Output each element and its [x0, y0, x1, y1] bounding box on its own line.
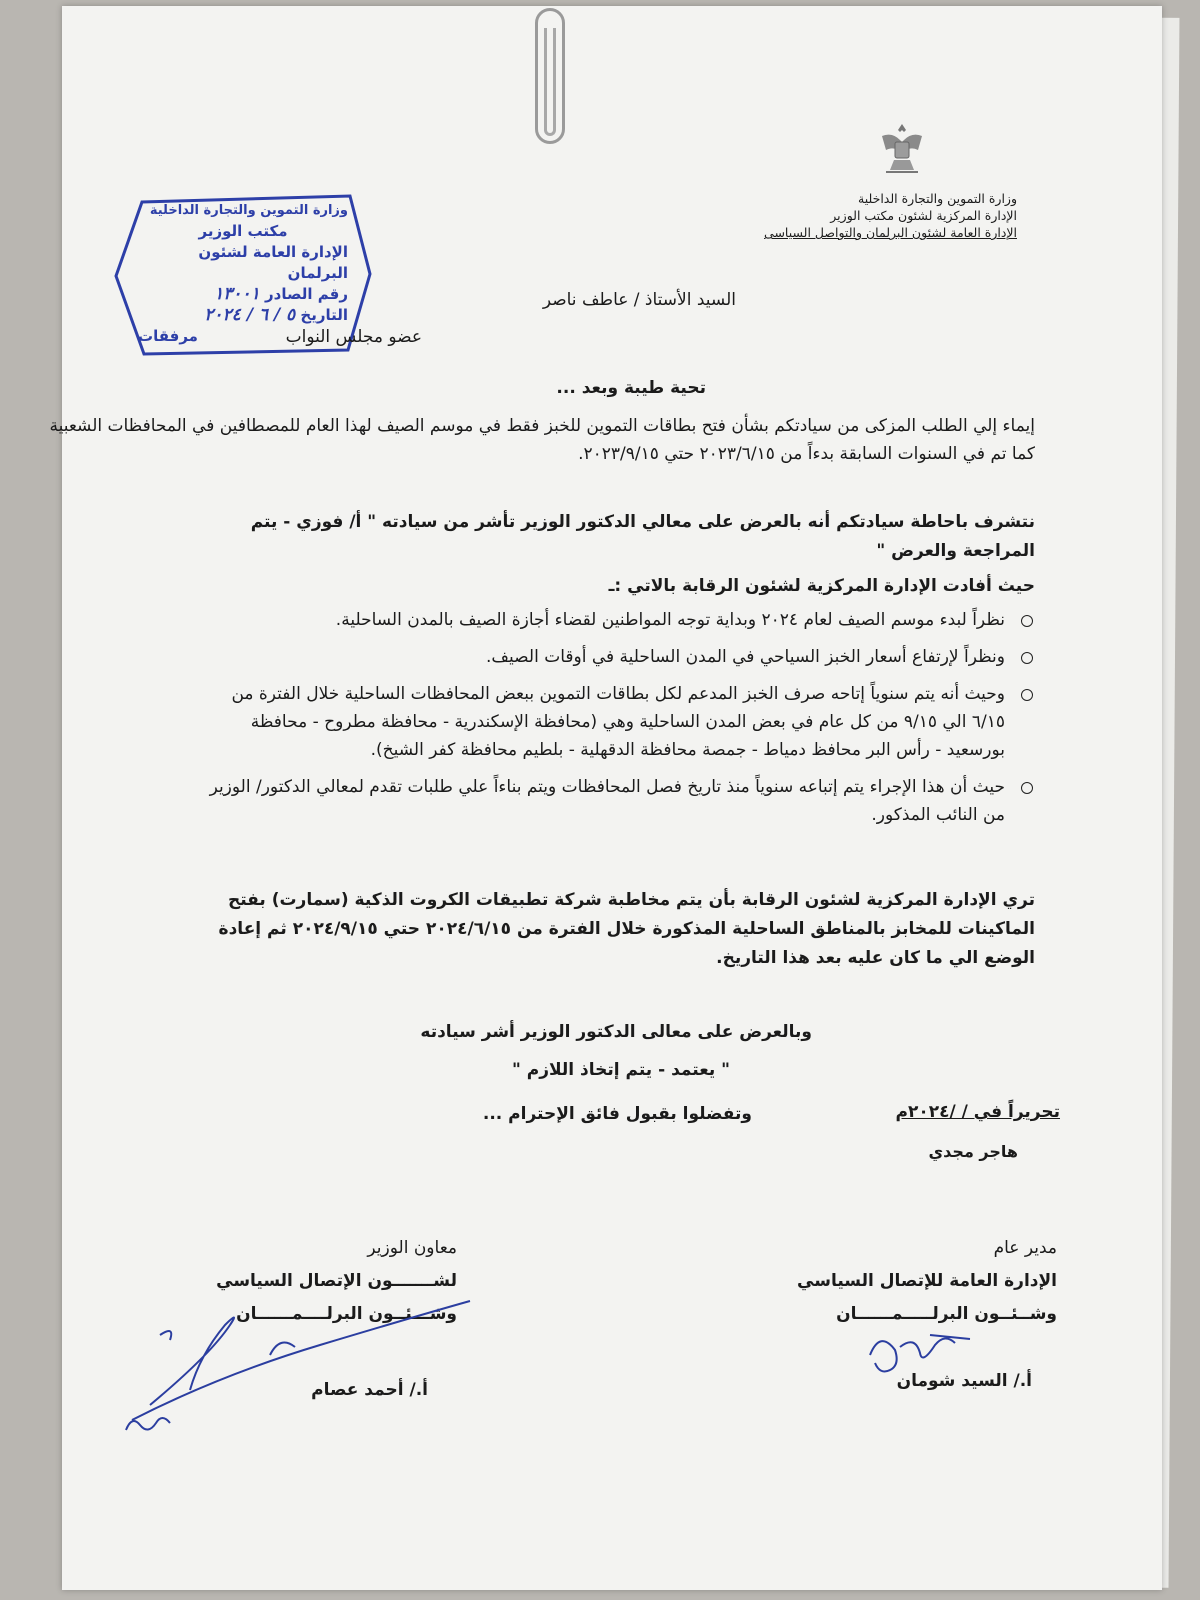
date-line: تحريراً في / /٢٠٢٤م	[895, 1102, 1060, 1122]
sig-right-title-2: الإدارة العامة للإتصال السياسي	[797, 1271, 1057, 1291]
stamp-line-6: مرفقات	[138, 327, 198, 345]
list-item: ونظراً لإرتفاع أسعار الخبز السياحي في المدن الساحلية في أوقات الصيف.	[195, 643, 1035, 671]
signature-right-ink	[860, 1325, 980, 1380]
list-item: حيث أن هذا الإجراء يتم إتباعه سنوياً منذ تاريخ فصل المحافظات ويتم بناءاً علي طلبات تقدم لمعالي الدكتور/ الوزير من النائب المذكور.	[195, 773, 1035, 829]
letterhead	[717, 190, 1017, 241]
addressee-role: عضو مجلس النواب	[285, 327, 422, 347]
writer-name: هاجر مجدي	[928, 1142, 1018, 1161]
paper-clip-inner	[544, 28, 556, 136]
sig-right-name: أ./ السيد شومان	[896, 1371, 1032, 1391]
body-paragraph-3: حيث أفادت الإدارة المركزية لشئون الرقابة بالاتي :ـ	[608, 576, 1035, 596]
list-item: وحيث أنه يتم سنوياً إتاحه صرف الخبز المدعم لكل بطاقات التموين ببعض المحافظات الساحلية خلال الفترة من ٦/١٥ الي ٩/١٥ من كل عام في بعض المدن الساحلية وهي (محافظة الإسكندرية - محافظة مطروح - محافظة بورسعيد - رأس البر محافظ دمياط - جمصة محافظة الدقهلية - بلطيم محافظة كفر الشيخ).	[195, 680, 1035, 764]
closing-line: وتفضلوا بقبول فائق الإحترام ...	[482, 1104, 752, 1124]
ministry-name: وزارة التموين والتجارة الداخلية	[858, 191, 1017, 206]
stamp-line-5-label: التاريخ	[300, 306, 348, 324]
stamp-line-5	[138, 305, 348, 326]
body-paragraph-4: تري الإدارة المركزية لشئون الرقابة بأن يتم مخاطبة شركة تطبيقات الكروت الذكية (سمارت) بفتح الماكينات للمخابز بالمناطق الساحلية المذكورة خلال الفترة من ٢٠٢٤/٦/١٥ حتي ٢٠٢٤/٩/١٥ ثم إعادة الوضع الي ما كان عليه بعد هذا التاريخ.	[218, 890, 1035, 968]
stamp-date: ٥ / ٦ / ٢٠٢٤	[204, 305, 296, 325]
addressee-title: السيد الأستاذ / عاطف ناصر	[542, 290, 736, 310]
sig-left-title-3: وشـــئــون البرلــــمــــــان	[236, 1304, 457, 1324]
general-admin-name: الإدارة العامة لشئون البرلمان والتواصل السياسى	[764, 225, 1017, 240]
stamp-line-1: وزارة التموين والتجارة الداخلية	[149, 203, 348, 218]
body-paragraph-2: نتشرف باحاطة سيادتكم أنه بالعرض على معالي الدكتور الوزير تأشر من سيادته " أ/ فوزي - يتم المراجعة والعرض "	[250, 512, 1035, 561]
stamp-line-4-label: رقم الصادر	[265, 285, 348, 303]
stamp-line-3: الإدارة العامة لشئون البرلمان	[198, 243, 348, 282]
central-admin-name: الإدارة المركزية لشئون مكتب الوزير	[830, 208, 1017, 223]
eagle-emblem-icon	[872, 120, 932, 180]
signature-block-right	[777, 1232, 1057, 1331]
stamp-line-4	[138, 284, 348, 305]
stamp-number: ١٣٠٠١	[214, 284, 260, 304]
greeting: تحية طيبة وبعد ...	[556, 378, 706, 398]
sig-right-title-3: وشــئــون البرلـــــمــــــان	[836, 1304, 1057, 1324]
body-paragraph-5: وبالعرض على معالى الدكتور الوزير أشر سيادته	[420, 1022, 812, 1042]
stamp-line-2: مكتب الوزير	[198, 222, 288, 240]
body-paragraph-6: " يعتمد - يتم إتخاذ اللازم "	[511, 1060, 730, 1080]
sig-right-title-1: مدير عام	[993, 1238, 1057, 1258]
sig-left-name: أ./ أحمد عصام	[311, 1380, 428, 1400]
stamp-text	[138, 200, 348, 347]
list-item: نظراً لبدء موسم الصيف لعام ٢٠٢٤ وبداية توجه المواطنين لقضاء أجازة الصيف بالمدن الساحلية.	[195, 606, 1035, 634]
signature-left-ink	[120, 1295, 480, 1445]
bullet-list	[195, 606, 1035, 838]
sig-left-title-1: معاون الوزير	[367, 1238, 457, 1258]
body-paragraph-1: إيماء إلي الطلب المزكى من سيادتكم بشأن فتح بطاقات التموين للخبز فقط في موسم الصيف لهذا العام للمصطافين في المحافظات الشعبية كما تم في السنوات السابقة بدءاً من ٢٠٢٣/٦/١٥ حتي ٢٠٢٣/٩/١٥.	[49, 416, 1035, 464]
sig-left-title-2: لشـــــــون الإتصال السياسي	[216, 1271, 457, 1291]
